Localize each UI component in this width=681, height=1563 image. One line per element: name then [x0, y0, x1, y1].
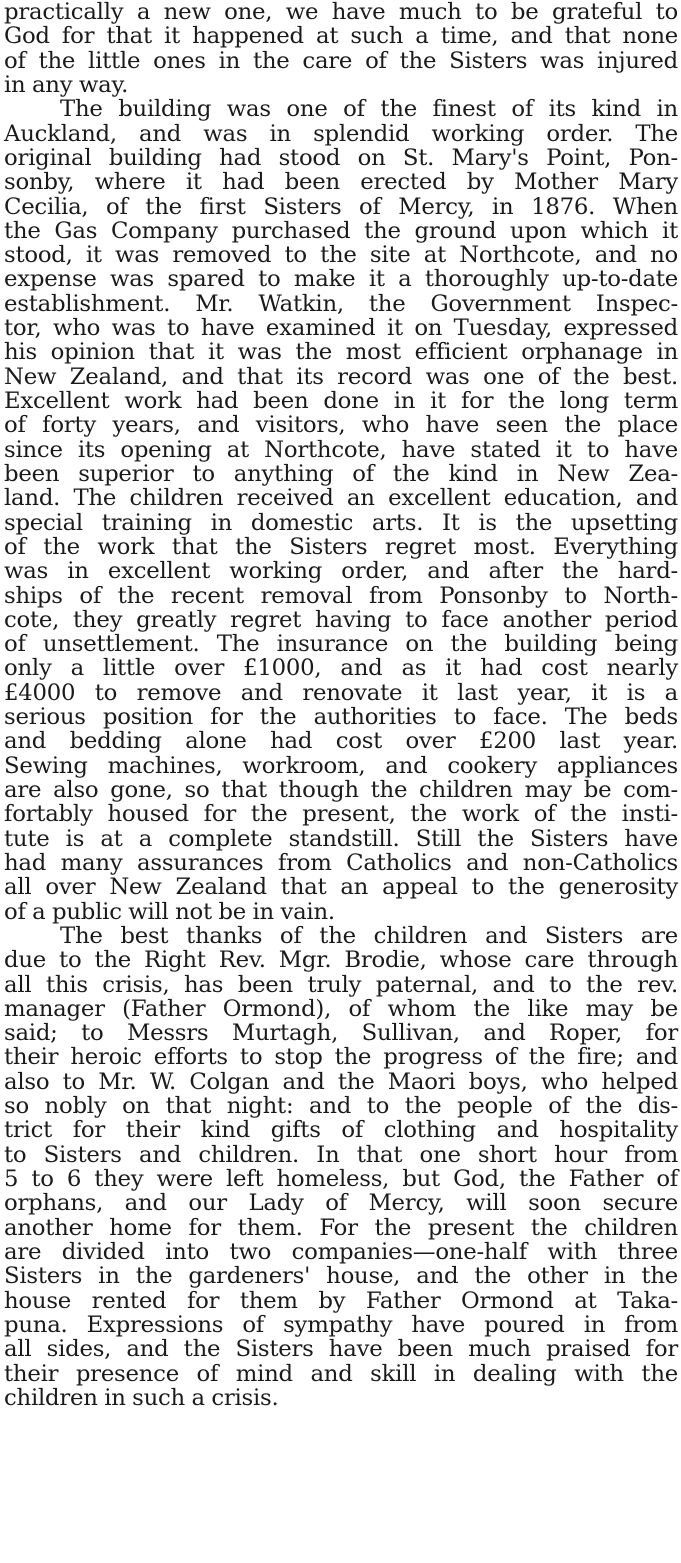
text-line: only a little over £1000, and as it had cost nearly: [4, 655, 678, 682]
text-line: the Gas Company purchased the ground upon which it: [4, 217, 678, 244]
text-line: their presence of mind and skill in dealing with the: [4, 1360, 678, 1387]
text-line: New Zealand, and that its record was one of the best.: [4, 363, 678, 390]
text-line: all sides, and the Sisters have been much praised for: [4, 1336, 678, 1363]
text-line: The building was one of the finest of its kind in: [60, 96, 678, 123]
text-line: due to the Right Rev. Mgr. Brodie, whose care through: [4, 947, 678, 974]
text-line: children in such a crisis.: [4, 1384, 279, 1411]
text-line: another home for them. For the present the children: [4, 1214, 678, 1241]
text-line: cote, they greatly regret having to face another period: [4, 606, 678, 633]
text-line: original building had stood on St. Mary's Point, Pon-: [4, 144, 678, 171]
text-line: Auckland, and was in splendid working order. The: [4, 120, 678, 147]
text-line: Sewing machines, workroom, and cookery appliances: [4, 752, 678, 779]
text-line: practically a new one, we have much to be grateful to: [4, 0, 678, 25]
text-line: been superior to anything of the kind in New Zea-: [4, 460, 678, 487]
text-line: had many assurances from Catholics and non-Catholics: [4, 849, 678, 876]
text-line: are also gone, so that though the children may be com-: [4, 777, 678, 803]
text-line: their heroic efforts to stop the progress of the fire; and: [4, 1044, 678, 1071]
text-line: The best thanks of the children and Sisters are: [60, 922, 678, 949]
text-line: serious position for the authorities to face. The beds: [4, 704, 678, 731]
article-paragraph: [4, 0, 678, 97]
text-line: are divided into two companies—one-half with three: [4, 1238, 678, 1265]
text-line: of a public will not be in vain.: [4, 898, 335, 925]
text-line: ships of the recent removal from Ponsonby to North-: [4, 582, 678, 609]
text-line: orphans, and our Lady of Mercy, will soon secure: [4, 1190, 678, 1217]
text-line: to Sisters and children. In that one short hour from: [4, 1141, 678, 1168]
text-line: £4000 to remove and renovate it last year, it is a: [4, 679, 678, 706]
text-line: stood, it was removed to the site at Northcote, and no: [4, 242, 678, 269]
text-line: tute is at a complete standstill. Still the Sisters have: [4, 825, 678, 852]
text-line: puna. Expressions of sympathy have poured in from: [4, 1311, 678, 1338]
text-line: sonby, where it had been erected by Mother Mary: [4, 169, 678, 196]
text-line: also to Mr. W. Colgan and the Maori boys, who helped: [4, 1068, 678, 1095]
text-line: Cecilia, of the first Sisters of Mercy, in 1876. When: [4, 193, 678, 220]
text-line: said; to Messrs Murtagh, Sullivan, and Roper, for: [4, 1020, 678, 1047]
text-line: all this crisis, has been truly paternal, and to the rev.: [4, 971, 678, 998]
text-line: of unsettlement. The insurance on the building being: [4, 631, 678, 658]
text-line: so nobly on that night: and to the people of the dis-: [4, 1093, 678, 1120]
article-column: [4, 0, 678, 1410]
text-line: expense was spared to make it a thoroughly up-to-date: [4, 266, 678, 293]
text-line: tor, who was to have examined it on Tuesday, expressed: [4, 315, 678, 342]
text-line: Excellent work had been done in it for the long term: [4, 388, 678, 414]
article-paragraph: [4, 97, 678, 924]
text-line: land. The children received an excellent education, and: [4, 485, 678, 512]
text-line: manager (Father Ormond), of whom the like may be: [4, 995, 678, 1022]
text-line: special training in domestic arts. It is the upsetting: [4, 509, 678, 536]
text-line: of forty years, and visitors, who have seen the place: [4, 412, 678, 439]
text-line: 5 to 6 they were left homeless, but God, the Father of: [4, 1166, 678, 1192]
text-line: was in excellent working order, and after the hard-: [4, 558, 678, 585]
text-line: and bedding alone had cost over £200 last year.: [4, 728, 678, 755]
text-line: his opinion that it was the most efficient orphanage in: [4, 339, 678, 366]
text-line: since its opening at Northcote, have stated it to have: [4, 436, 678, 463]
text-line: all over New Zealand that an appeal to the generosity: [4, 874, 678, 901]
text-line: establishment. Mr. Watkin, the Government Inspec-: [4, 290, 678, 317]
text-line: trict for their kind gifts of clothing and hospitality: [4, 1117, 678, 1144]
text-line: fortably housed for the present, the work of the insti-: [4, 801, 678, 828]
text-line: house rented for them by Father Ormond at Taka-: [4, 1287, 678, 1314]
text-line: of the work that the Sisters regret most. Everything: [4, 533, 678, 560]
text-line: of the little ones in the care of the Sisters was injured: [4, 47, 678, 74]
text-line: in any way.: [4, 71, 129, 98]
text-line: God for that it happened at such a time, and that none: [4, 23, 678, 50]
article-paragraph: [4, 924, 678, 1410]
text-line: Sisters in the gardeners' house, and the other in the: [4, 1263, 678, 1290]
